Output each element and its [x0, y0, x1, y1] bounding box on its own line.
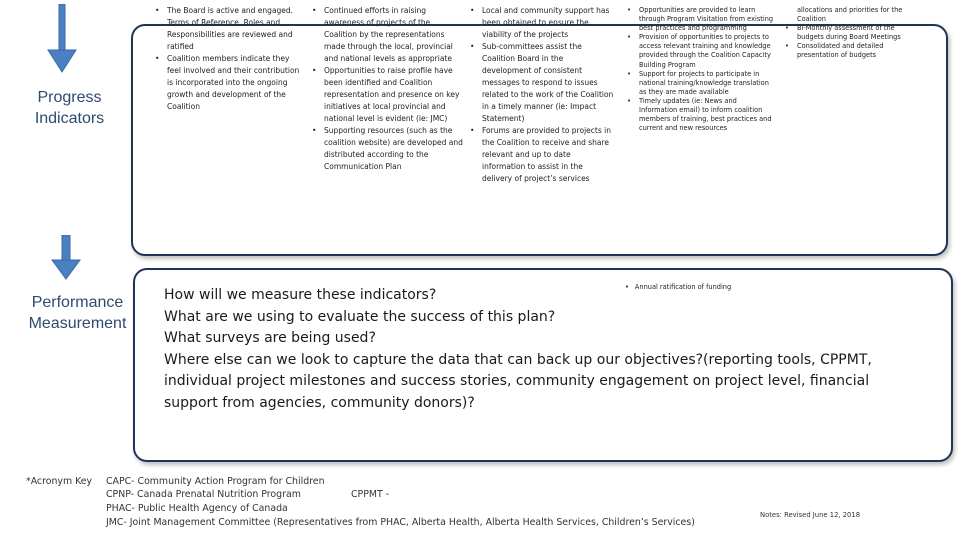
performance-measurement-label: [20, 292, 135, 334]
performance-label-line2: Measurement: [28, 315, 127, 332]
progress-column-training: [627, 6, 777, 133]
list-item-continuation: allocations and priorities for the Coalition: [797, 6, 903, 24]
list-item: • Timely updates (ie: News and Information email) to inform coalition members of training, best practices and current and new resources: [627, 97, 777, 133]
acronym-capc: CAPC- Community Action Program for Children: [106, 476, 325, 487]
question-line: What surveys are being used?: [164, 330, 376, 346]
list-item: • Consolidated and detailed presentation of budgets: [785, 42, 920, 60]
list-item: • The Board is active and engaged. Terms of Reference, Roles and Responsibilities are reviewed and ratified: [155, 5, 305, 53]
list-item: • Continued efforts in raising awareness of projects of the Coalition by the representations made through the local, provincial and national levels as appropriate: [312, 5, 464, 65]
funding-item-text: Annual ratification of funding: [634, 283, 732, 291]
list-item: • Support for projects to participate in national training/knowledge translation as they are made available: [627, 70, 777, 97]
list-item: • Coalition members indicate they feel involved and their contribution is incorporated into the ongoing growth and development of the Coalition: [155, 53, 305, 113]
progress-column-governance: [155, 5, 305, 113]
acronym-jmc: JMC- Joint Management Committee (Representatives from PHAC, Alberta Health, Alberta Health Services, Children’s Services): [106, 517, 695, 528]
list-item: • Local and community support has been obtained to ensure the viability of the projects: [470, 5, 615, 41]
list-item: • Opportunities are provided to learn through Program Visitation from existing best practices and programming: [627, 6, 777, 33]
question-line: How will we measure these indicators?: [164, 287, 437, 303]
list-item: • Sub-committees assist the Coalition Board in the development of consistent messages to respond to issues related to the work of the Coalition in a timely manner (ie: Impact Statement): [470, 41, 615, 125]
progress-label-line2: Indicators: [34, 110, 105, 127]
down-arrow-icon: [51, 235, 81, 281]
performance-label-line1: Performance: [31, 294, 124, 311]
progress-indicators-label: [22, 87, 117, 129]
question-line: What are we using to evaluate the success of this plan?: [164, 308, 556, 325]
list-item: • Forums are provided to projects in the Coalition to receive and share relevant and up to date information to assist in the delivery of project’s services: [470, 125, 615, 185]
acronym-key-label: *Acronym Key: [26, 476, 93, 487]
progress-label-line1: Progress: [37, 89, 102, 106]
progress-column-awareness: [312, 5, 464, 173]
list-item: • Opportunities to raise profile have been identified and Coalition representation and presence on key initiatives at local provincial and national level is evident (ie: JMC): [312, 65, 464, 125]
acronym-cppmt: CPPMT -: [351, 489, 390, 500]
question-line: Where else can we look to capture the data that can back up our objectives?(reporting tools, CPPMT, individual project milestones and success stories, community engagement on project level, financial support from agencies, community donors)?: [164, 351, 872, 411]
acronym-phac: PHAC- Public Health Agency of Canada: [106, 503, 288, 514]
progress-column-support: [470, 5, 615, 185]
list-item: • Provision of opportunities to projects to access relevant training and knowledge provided through the Coalition Capacity Building Program: [627, 33, 777, 69]
progress-column-budget: [785, 6, 920, 61]
bullet: •: [625, 283, 629, 291]
acronym-cpnp: CPNP- Canada Prenatal Nutrition Program: [106, 489, 301, 500]
down-arrow-icon: [47, 4, 77, 74]
performance-questions: [164, 285, 924, 414]
revision-notes: Notes: Revised June 12, 2018: [760, 511, 861, 519]
list-item: • Supporting resources (such as the coalition website) are developed and distributed according to the Communication Plan: [312, 125, 464, 173]
list-item: • Bi-Monthly assessment of the budgets during Board Meetings: [785, 24, 920, 42]
